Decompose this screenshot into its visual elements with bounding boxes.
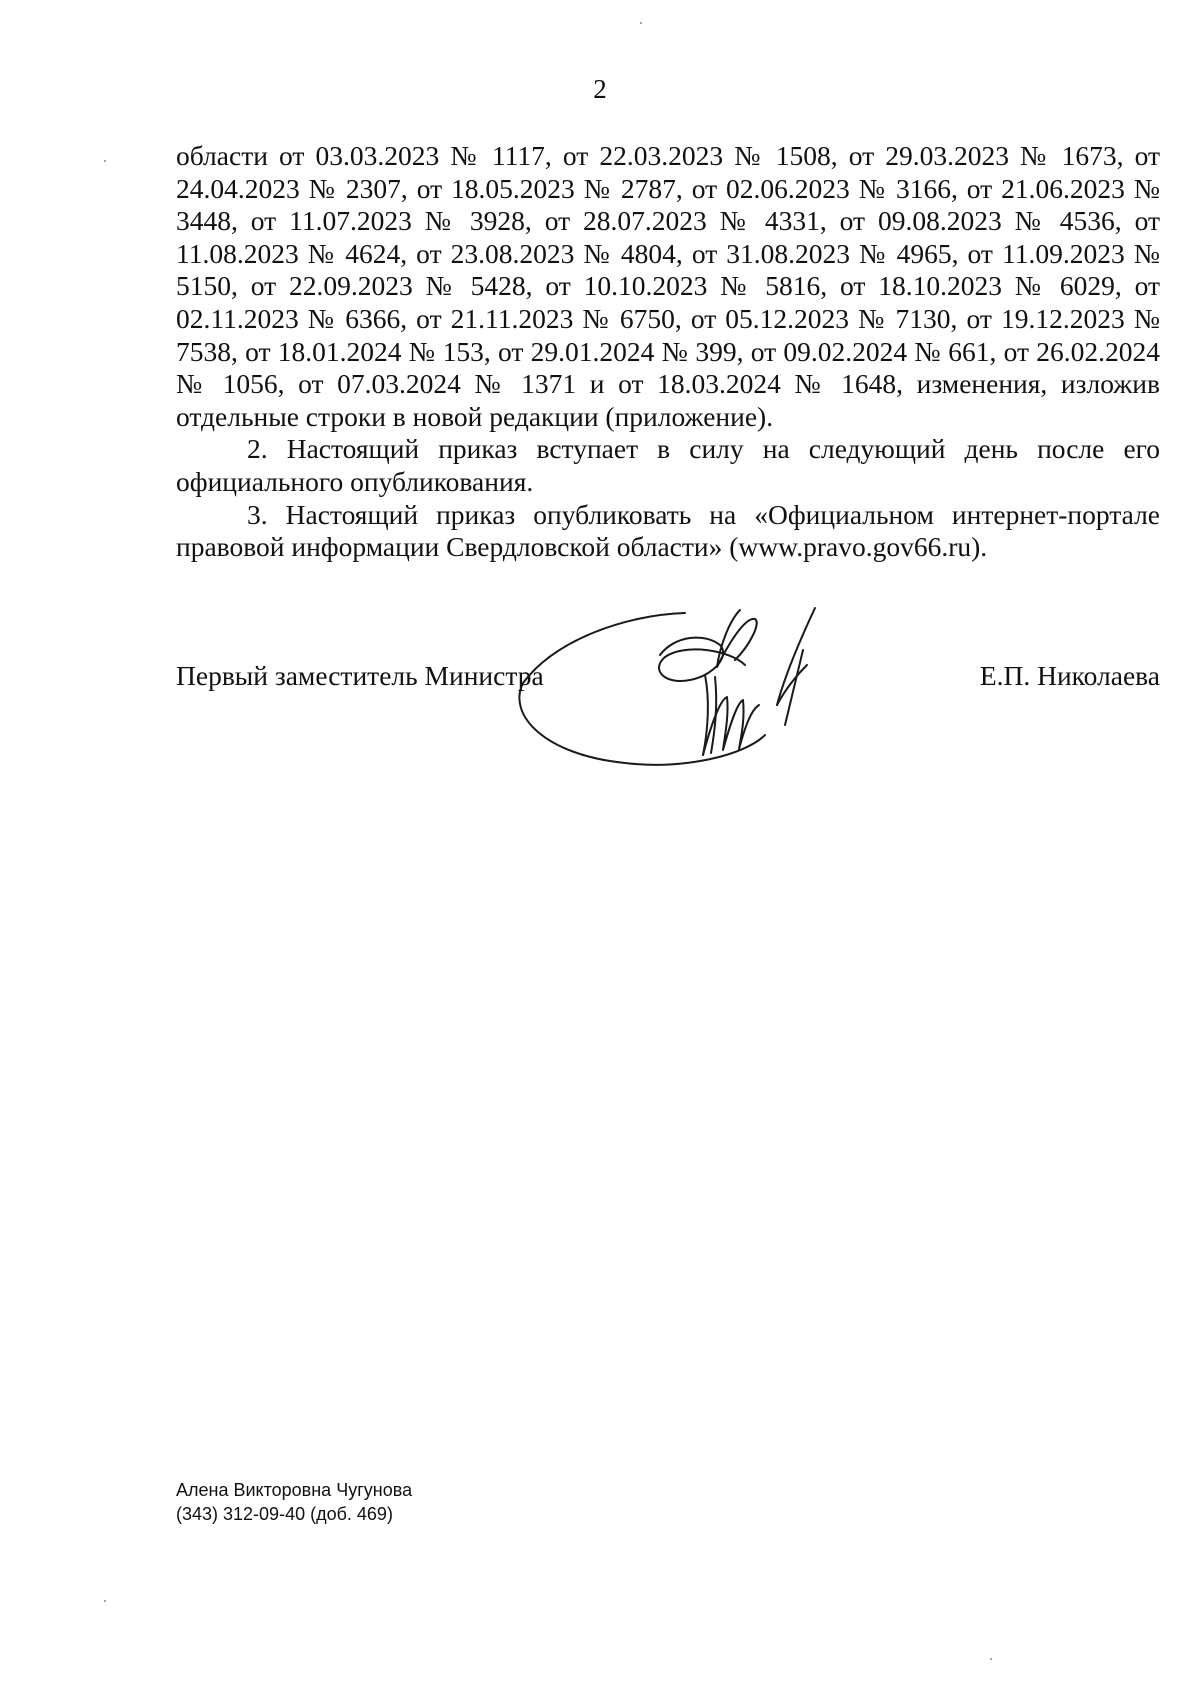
executor-contact [176, 1478, 412, 1526]
scan-speck [104, 160, 106, 162]
document-body [176, 140, 1160, 564]
signer-title: Первый заместитель Министра [176, 660, 544, 691]
signer-name: Е.П. Николаева [979, 660, 1160, 691]
page-number: 2 [593, 74, 607, 104]
executor-name: Алена Викторовна Чугунова [176, 1480, 413, 1500]
scan-speck [640, 22, 642, 24]
paragraph-effective-date: 2. Настоящий приказ вступает в силу на следующий день после его официального опубликования. [176, 433, 1160, 497]
scan-speck [990, 1658, 992, 1660]
paragraph-amendments-list: области от 03.03.2023 № 1117, от 22.03.2023 № 1508, от 29.03.2023 № 1673, от 24.04.2023 № 2307, от 18.05.2023 № 2787, от 02.06.2023 № 3166, от 21.06.2023 № 3448, от 11.07.2023 № 3928, от 28.07.2023 № 4331, от 09.08.2023 № 4536, от 11.08.2023 № 4624, от 23.08.2023 № 4804, от 31.08.2023 № 4965, от 11.09.2023 № 5150, от 22.09.2023 № 5428, от 10.10.2023 № 5816, от 18.10.2023 № 6029, от 02.11.2023 № 6366, от 21.11.2023 № 6750, от 05.12.2023 № 7130, от 19.12.2023 № 7538, от 18.01.2024 № 153, от 29.01.2024 № 399, от 09.02.2024 № 661, от 26.02.2024 № 1056, от 07.03.2024 № 1371 и от 18.03.2024 № 1648, изменения, изложив отдельные строки в новой редакции (приложение). [176, 140, 1160, 432]
paragraph-publication: 3. Настоящий приказ опубликовать на «Официальном интернет-портале правовой информации Свердловской области» (www.pravo.gov66.ru). [176, 498, 1160, 563]
executor-phone: (343) 312-09-40 (доб. 469) [176, 1504, 393, 1524]
scan-speck [104, 1600, 106, 1602]
handwritten-signature [515, 605, 875, 775]
